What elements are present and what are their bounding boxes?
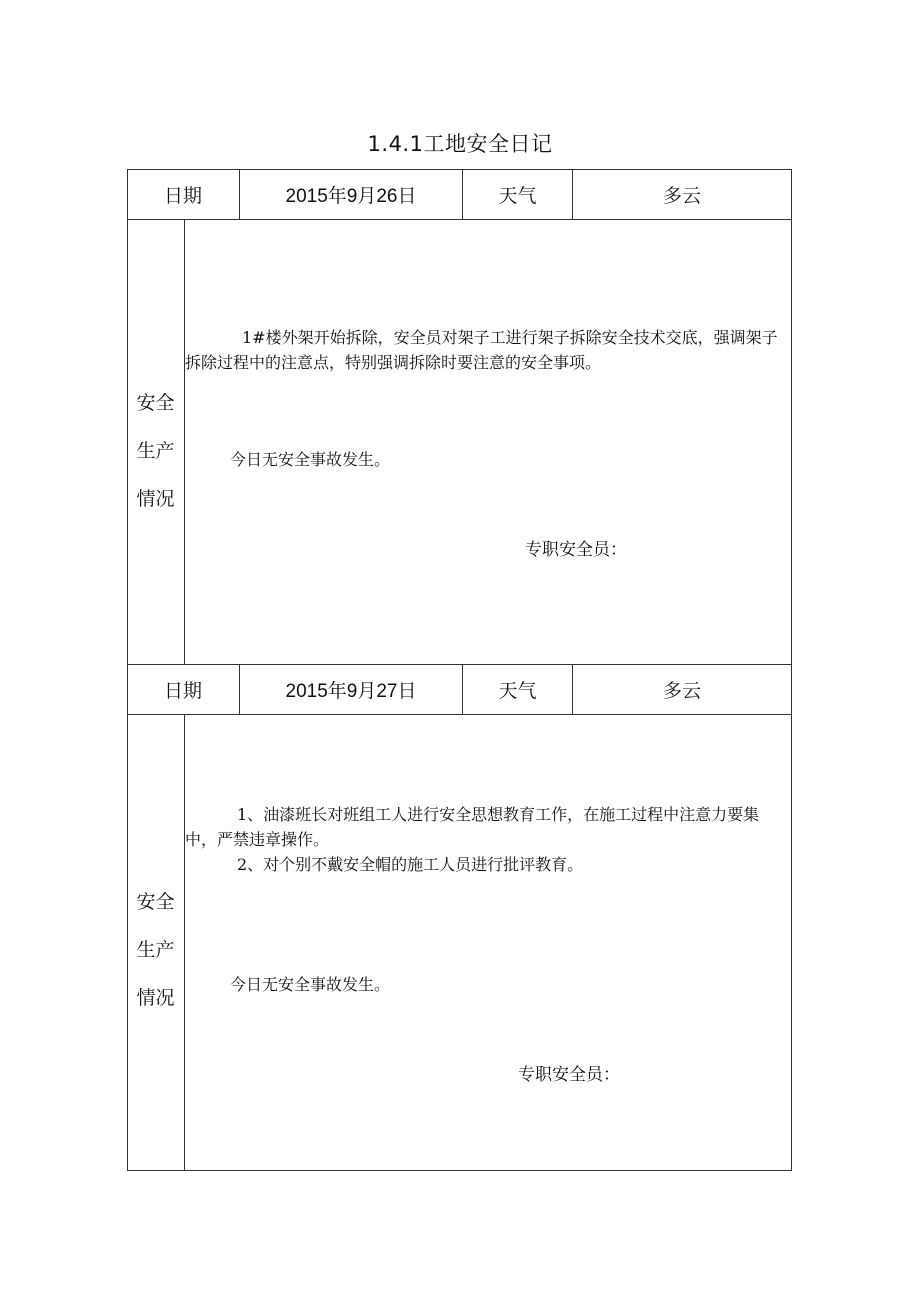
section-label <box>127 379 184 523</box>
weather-value: 多云 <box>662 680 701 702</box>
entry-paragraph: 2、对个别不戴安全帽的施工人员进行批评教育。 <box>237 855 584 874</box>
date-value: 2015年9月27日 <box>285 681 417 702</box>
table-border-bottom <box>127 1170 792 1171</box>
entry-content <box>185 325 791 375</box>
section-label <box>127 878 184 1022</box>
weather-value: 多云 <box>662 185 701 207</box>
signature-label: 专职安全员： <box>518 1065 620 1085</box>
section-label-line: 安全 <box>136 392 175 414</box>
entry-paragraph: 1、油漆班长对班组工人进行安全思想教育工作，在施工过程中注意力要集中，严禁违章操作。 <box>185 805 760 849</box>
column-divider <box>184 219 185 665</box>
column-divider <box>184 714 185 1171</box>
no-incident-text: 今日无安全事故发生。 <box>230 450 391 469</box>
date-label: 日期 <box>163 680 202 702</box>
section-label-line: 情况 <box>136 488 175 510</box>
section-label-line: 情况 <box>136 987 175 1009</box>
date-value: 2015年9月26日 <box>285 186 417 207</box>
weather-label: 天气 <box>498 680 537 702</box>
weather-label: 天气 <box>498 185 537 207</box>
table-border-right <box>791 169 792 1171</box>
section-label-line: 生产 <box>136 939 175 961</box>
entry-paragraph: 1#楼外架开始拆除，安全员对架子工进行架子拆除安全技术交底，强调架子拆除过程中的注意点，特别强调拆除时要注意的安全事项。 <box>185 328 778 372</box>
signature-label: 专职安全员： <box>525 540 627 560</box>
page-title: 1.4.1工地安全日记 <box>367 132 553 156</box>
section-label-line: 生产 <box>136 440 175 462</box>
section-label-line: 安全 <box>136 891 175 913</box>
no-incident-text: 今日无安全事故发生。 <box>230 975 391 994</box>
date-label: 日期 <box>163 185 202 207</box>
safety-diary-table <box>127 169 792 1171</box>
entry-content <box>185 802 791 877</box>
